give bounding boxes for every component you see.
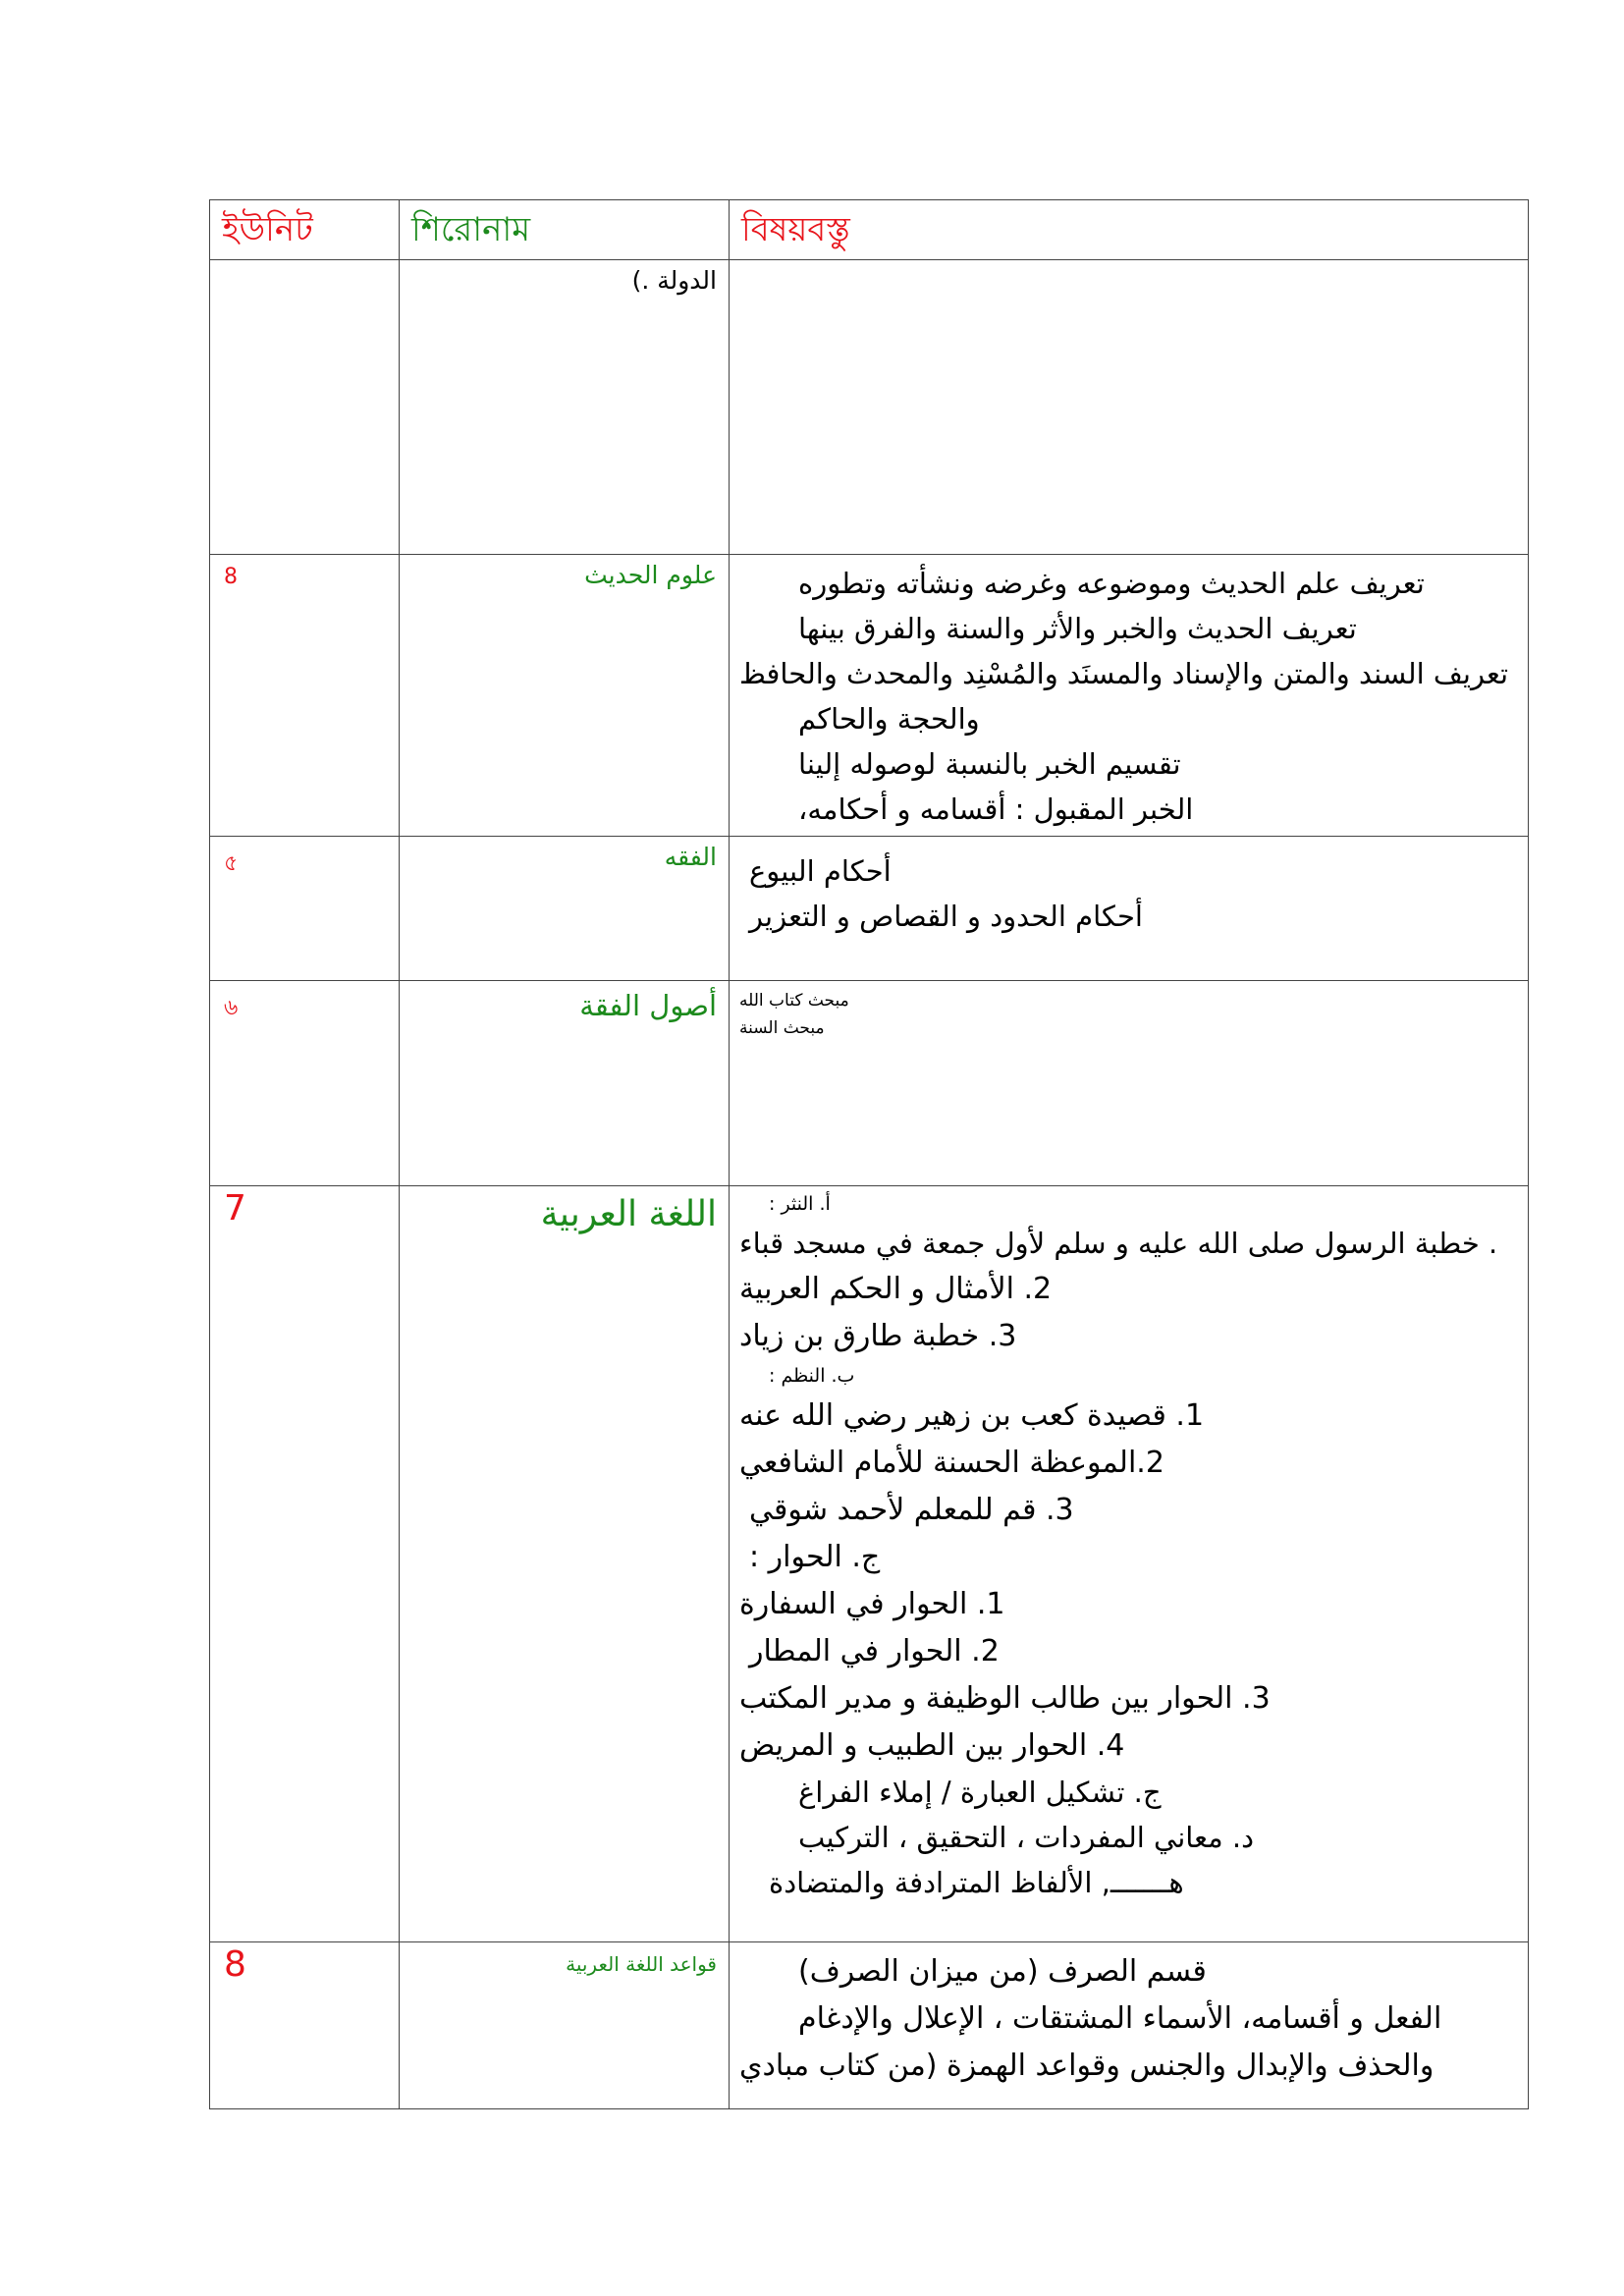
syllabus-document	[209, 199, 1528, 2109]
row-title: الدولة .)	[400, 260, 730, 555]
content-line: 4. الحوار بين الطبيب و المريض	[739, 1728, 1125, 1763]
table-row	[210, 1186, 1529, 1942]
content-line: 1. الحوار في السفارة	[739, 1587, 1005, 1621]
content-line: 2.الموعظة الحسنة للأمام الشافعي	[739, 1446, 1164, 1480]
content-line: د. معاني المفردات ، التحقيق ، التركيب	[798, 1821, 1255, 1854]
unit-number: 8	[210, 555, 400, 837]
table-row	[210, 981, 1529, 1186]
content-line: والحذف والإبدال والجنس وقواعد الهمزة (من كتاب مبادي	[739, 2049, 1435, 2083]
content-line: أ. النثر :	[769, 1193, 831, 1215]
content-line: والحجة والحاكم	[798, 702, 980, 736]
header-row	[210, 200, 1529, 260]
content-line: ب. النظم :	[769, 1365, 855, 1387]
content-line: تعريف علم الحديث وموضوعه وغرضه ونشأته وتطوره	[798, 567, 1425, 600]
content-line: مبحث السنة	[739, 1018, 825, 1038]
table-row	[210, 837, 1529, 981]
content-line: تعريف السند والمتن والإسناد والمسنَد والمُسْنِد والمحدث والحافظ	[739, 657, 1509, 690]
syllabus-table	[209, 199, 1529, 2109]
content-line: الخبر المقبول : أقسامه و أحكامه،	[798, 793, 1194, 826]
content-line: تعريف الحديث والخبر والأثر والسنة والفرق بينها	[798, 612, 1357, 645]
unit-number: ৬	[210, 981, 400, 1186]
content-line: . خطبة الرسول صلى الله عليه و سلم لأول جمعة في مسجد قباء	[739, 1227, 1498, 1260]
table-row	[210, 1942, 1529, 2109]
row-content	[730, 1942, 1529, 2109]
unit-number	[210, 260, 400, 555]
content-line: 3. الحوار بين طالب الوظيفة و مدير المكتب	[739, 1681, 1271, 1716]
table-row	[210, 260, 1529, 555]
unit-number: 8	[210, 1942, 400, 2109]
row-title: أصول الفقة	[400, 981, 730, 1186]
content-line: هـــــــ, الألفاظ المترادفة والمتضادة	[769, 1866, 1184, 1899]
row-title: اللغة العربية	[400, 1186, 730, 1942]
content-line: 2. الحوار في المطار	[749, 1634, 1000, 1668]
row-content	[730, 260, 1529, 555]
content-line: ج. تشكيل العبارة / إملاء الفراغ	[798, 1776, 1162, 1809]
row-title: الفقه	[400, 837, 730, 981]
content-line: 3. قم للمعلم لأحمد شوقي	[749, 1493, 1074, 1527]
row-title: قواعد اللغة العربية	[400, 1942, 730, 2109]
row-content	[730, 555, 1529, 837]
content-line: مبحث كتاب الله	[739, 991, 849, 1011]
row-content	[730, 981, 1529, 1186]
content-line: أحكام البيوع	[749, 854, 892, 888]
content-line: 3. خطبة طارق بن زياد	[739, 1319, 1017, 1353]
content-line: قسم الصرف (من ميزان الصرف)	[798, 1954, 1207, 1989]
content-line: 2. الأمثال و الحكم العربية	[739, 1272, 1053, 1306]
content-line: ج. الحوار :	[749, 1540, 881, 1574]
row-content	[730, 837, 1529, 981]
content-line: 1. قصيدة كعب بن زهير رضي الله عنه	[739, 1398, 1205, 1433]
unit-number: 7	[210, 1186, 400, 1942]
unit-number: ৫	[210, 837, 400, 981]
content-line: تقسيم الخبر بالنسبة لوصوله إلينا	[798, 747, 1181, 781]
content-line: أحكام الحدود و القصاص و التعزير	[749, 900, 1143, 933]
header-content: বিষয়বস্তু	[730, 200, 1529, 260]
header-title: শিরোনাম	[400, 200, 730, 260]
content-line: الفعل و أقسامه، الأسماء المشتقات ، الإعلال والإدغام	[798, 2001, 1442, 2036]
row-title: علوم الحديث	[400, 555, 730, 837]
row-content	[730, 1186, 1529, 1942]
header-unit: ইউনিট	[210, 200, 400, 260]
table-row	[210, 555, 1529, 837]
